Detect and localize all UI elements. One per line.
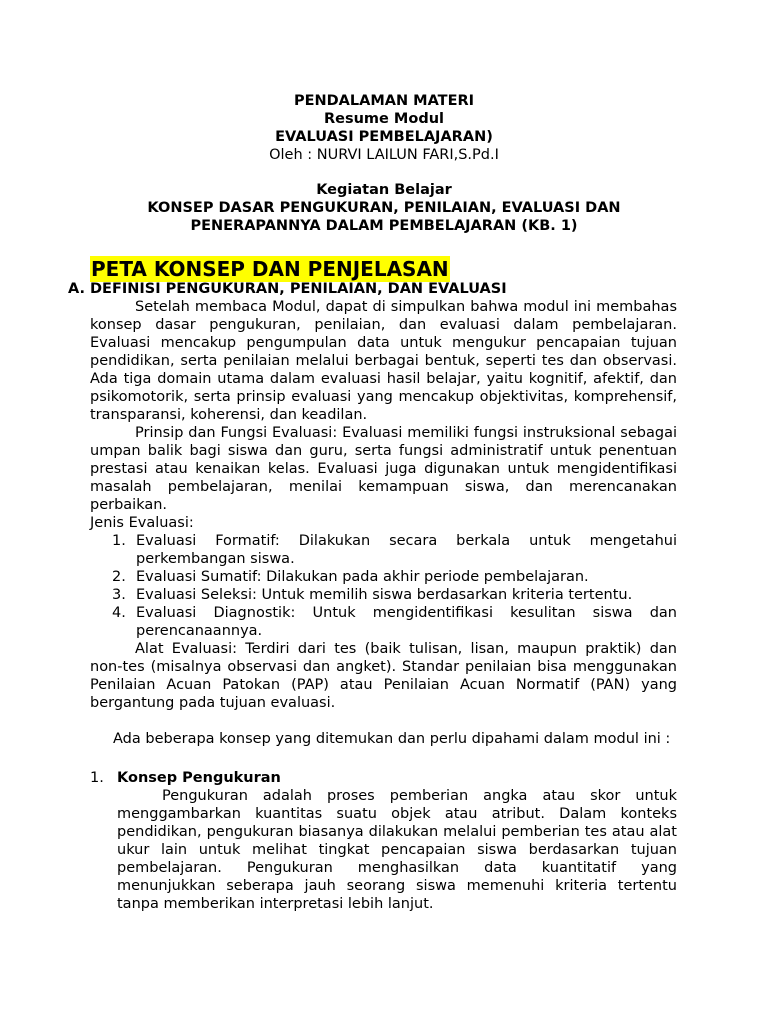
section-a-body bbox=[90, 298, 677, 748]
concept-paragraph: Pengukuran adalah proses pemberian angka atau skor untuk menggambarkan kuantitas suatu objek atau atribut. Dalam konteks pendidikan, pengukuran biasanya dilakukan melalui pemberian tes atau alat ukur lain untuk melihat tingkat pencapaian siswa berdasarkan tujuan pembelajaran. Pengukuran menghasilkan data kuantitatif yang menunjukkan seberapa jauh seorang siswa memenuhi kriteria tertentu tanpa memberikan interpretasi lebih lanjut. bbox=[117, 788, 677, 912]
paragraph-concepts-intro: Ada beberapa konsep yang ditemukan dan perlu dipahami dalam modul ini : bbox=[113, 731, 671, 747]
section-a-title: DEFINISI PENGUKURAN, PENILAIAN, DAN EVALUASI bbox=[90, 281, 507, 297]
doc-title: PENDALAMAN MATERI bbox=[293, 93, 475, 109]
concept-title: Konsep Pengukuran bbox=[117, 770, 281, 786]
paragraph-summary: Setelah membaca Modul, dapat di simpulkan bahwa modul ini membahas konsep dasar pengukuran, penilaian, dan evaluasi dalam pembelajaran. Evaluasi mencakup pengumpulan data untuk mengukur pencapaian tujuan pendidikan, serta penilaian melalui berbagai bentuk, seperti tes dan observasi. Ada tiga domain utama dalam evaluasi hasil belajar, yaitu kognitif, afektif, dan psikomotorik, serta prinsip evaluasi yang mencakup objektivitas, komprehensif, transparansi, koherensi, dan keadilan. bbox=[90, 299, 677, 423]
activity-label: Kegiatan Belajar bbox=[316, 182, 452, 198]
activity-title-line2: PENERAPANNYA DALAM PEMBELAJARAN (KB. 1) bbox=[190, 218, 578, 234]
list-item: 1. Evaluasi Formatif: Dilakukan secara berkala untuk mengetahui perkembangan siswa. bbox=[112, 533, 677, 567]
document-header bbox=[0, 92, 768, 235]
paragraph-tools: Alat Evaluasi: Terdiri dari tes (baik tulisan, lisan, maupun praktik) dan non-tes (misalnya observasi dan angket). Standar penilaian bisa menggunakan Penilaian Acuan Patokan (PAP) atau Penilaian Acuan Normatif (PAN) yang bergantung pada tujuan evaluasi. bbox=[90, 641, 677, 711]
list-item: 2. Evaluasi Sumatif: Dilakukan pada akhir periode pembelajaran. bbox=[112, 569, 589, 585]
highlighted-heading: PETA KONSEP DAN PENJELASAN bbox=[91, 257, 449, 281]
doc-subtitle: Resume Modul bbox=[323, 111, 444, 127]
activity-title-line1: KONSEP DASAR PENGUKURAN, PENILAIAN, EVALUASI DAN bbox=[147, 200, 621, 216]
concept-heading bbox=[90, 769, 677, 787]
concept-measurement bbox=[90, 769, 677, 913]
doc-author: Oleh : NURVI LAILUN FARI,S.Pd.I bbox=[269, 147, 499, 163]
doc-module-title: EVALUASI PEMBELAJARAN) bbox=[275, 129, 493, 145]
list-item: 3. Evaluasi Seleksi: Untuk memilih siswa berdasarkan kriteria tertentu. bbox=[112, 587, 633, 603]
evaluation-types-list bbox=[90, 532, 677, 640]
concept-number: 1. bbox=[90, 770, 104, 786]
evaluation-types-label: Jenis Evaluasi: bbox=[90, 515, 194, 531]
list-item: 4. Evaluasi Diagnostik: Untuk mengidentifikasi kesulitan siswa dan perencanaannya. bbox=[112, 605, 677, 639]
section-a-heading bbox=[68, 280, 507, 298]
section-a-letter: A. bbox=[68, 281, 85, 297]
paragraph-principles: Prinsip dan Fungsi Evaluasi: Evaluasi memiliki fungsi instruksional sebagai umpan balik bagi siswa dan guru, serta fungsi administratif untuk penentuan prestasi atau kenaikan kelas. Evaluasi juga digunakan untuk mengidentifikasi masalah pembelajaran, menilai kemampuan siswa, dan merencanakan perbaikan. bbox=[90, 425, 677, 513]
